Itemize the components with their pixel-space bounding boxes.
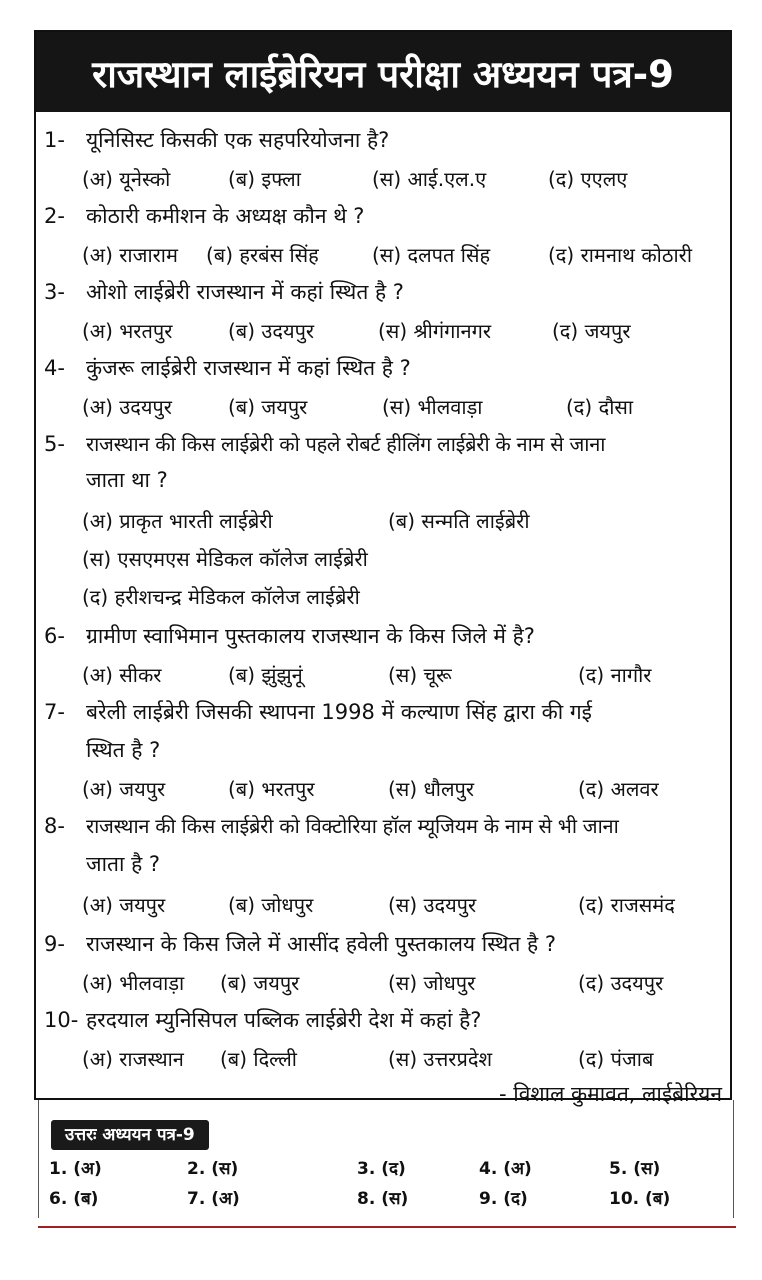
question-9 xyxy=(44,928,724,961)
question-1 xyxy=(44,124,724,157)
option-c: (स) श्रीगंगानगर xyxy=(378,319,492,343)
question-8-line-2 xyxy=(86,848,724,881)
option-c: (स) उदयपुर xyxy=(388,893,477,917)
option-b: (ब) दिल्ली xyxy=(220,1047,297,1071)
options-2 xyxy=(82,238,724,272)
option-b: (ब) भरतपुर xyxy=(228,777,315,801)
options-5-row-1 xyxy=(82,504,724,538)
options-3 xyxy=(82,314,724,348)
option-c: (स) आई.एल.ए xyxy=(372,167,487,191)
option-d: (द) नागौर xyxy=(578,663,652,687)
answer-item: 9. (द) xyxy=(479,1189,528,1209)
option-b: (ब) जयपुर xyxy=(220,971,300,995)
option-d: (द) हरीशचन्द्र मेडिकल कॉलेज लाईब्रेरी xyxy=(82,585,360,609)
question-number: 4- xyxy=(44,356,65,380)
option-c: (स) भीलवाड़ा xyxy=(382,395,483,419)
question-number: 5- xyxy=(44,432,65,456)
option-b: (ब) इफ्ला xyxy=(228,167,301,191)
answer-key-title: उत्तरः अध्ययन पत्र-9 xyxy=(51,1120,209,1150)
question-8 xyxy=(44,810,724,843)
option-b: (ब) उदयपुर xyxy=(228,319,315,343)
question-2 xyxy=(44,200,724,233)
question-6 xyxy=(44,620,724,653)
option-c: (स) दलपत सिंह xyxy=(372,243,491,267)
options-10 xyxy=(82,1042,724,1076)
options-6 xyxy=(82,658,724,692)
question-7 xyxy=(44,696,724,729)
quiz-frame xyxy=(34,30,732,1106)
option-a: (अ) भरतपुर xyxy=(82,319,173,343)
question-5-line-2 xyxy=(86,464,724,497)
question-text: बरेली लाईब्रेरी जिसकी स्थापना 1998 में कल्याण सिंह द्वारा की गई xyxy=(86,700,592,724)
option-d: (द) दौसा xyxy=(566,395,634,419)
option-a: (अ) सीकर xyxy=(82,663,162,687)
answer-item: 6. (ब) xyxy=(49,1189,99,1209)
question-7-line-2 xyxy=(86,734,724,767)
options-5-row-2 xyxy=(82,542,724,576)
answer-item: 2. (स) xyxy=(187,1159,239,1179)
answer-item: 7. (अ) xyxy=(187,1189,240,1209)
question-number: 3- xyxy=(44,280,65,304)
option-a: (अ) भीलवाड़ा xyxy=(82,971,185,995)
answer-row-2 xyxy=(39,1186,733,1214)
option-d: (द) अलवर xyxy=(578,777,659,801)
question-number: 10- xyxy=(44,1008,79,1032)
question-text: यूनिसिस्ट किसकी एक सहपरियोजना है? xyxy=(86,128,390,152)
answer-item: 10. (ब) xyxy=(609,1189,671,1209)
question-number: 1- xyxy=(44,128,65,152)
option-d: (द) एएलए xyxy=(548,167,628,191)
question-text-continued: जाता है ? xyxy=(86,852,161,876)
answer-row-1 xyxy=(39,1156,733,1184)
question-number: 2- xyxy=(44,204,65,228)
question-text: राजस्थान के किस जिले में आसींद हवेली पुस्तकालय स्थित है ? xyxy=(86,932,557,956)
answer-item: 3. (द) xyxy=(357,1159,406,1179)
options-1 xyxy=(82,162,724,196)
option-d: (द) राजसमंद xyxy=(578,893,675,917)
option-a: (अ) जयपुर xyxy=(82,893,166,917)
option-c: (स) उत्तरप्रदेश xyxy=(388,1047,493,1071)
option-c: (स) चूरू xyxy=(388,663,452,687)
option-a: (अ) राजाराम xyxy=(82,243,178,267)
question-text: राजस्थान की किस लाईब्रेरी को पहले रोबर्ट हीलिंग लाईब्रेरी के नाम से जाना xyxy=(86,432,606,456)
question-5 xyxy=(44,428,724,461)
options-9 xyxy=(82,966,724,1000)
option-b: (ब) जयपुर xyxy=(228,395,308,419)
options-4 xyxy=(82,390,724,424)
question-text: ग्रामीण स्वाभिमान पुस्तकालय राजस्थान के किस जिले में है? xyxy=(86,624,535,648)
answer-key xyxy=(38,1100,734,1218)
question-text: राजस्थान की किस लाईब्रेरी को विक्टोरिया हॉल म्यूजियम के नाम से भी जाना xyxy=(86,814,619,838)
question-text-continued: जाता था ? xyxy=(86,468,168,492)
option-a: (अ) उदयपुर xyxy=(82,395,172,419)
question-10 xyxy=(44,1004,724,1037)
option-d: (द) रामनाथ कोठारी xyxy=(548,243,693,267)
options-8 xyxy=(82,888,724,922)
option-d: (द) उदयपुर xyxy=(578,971,664,995)
answer-item: 4. (अ) xyxy=(479,1159,532,1179)
option-a: (अ) जयपुर xyxy=(82,777,166,801)
answer-item: 5. (स) xyxy=(609,1159,661,1179)
option-a: (अ) राजस्थान xyxy=(82,1047,184,1071)
answer-item: 1. (अ) xyxy=(49,1159,102,1179)
question-text: हरदयाल म्युनिसिपल पब्लिक लाईब्रेरी देश में कहां है? xyxy=(86,1008,482,1032)
option-d: (द) जयपुर xyxy=(552,319,631,343)
answer-item: 8. (स) xyxy=(357,1189,409,1209)
question-text-continued: स्थित है ? xyxy=(86,738,161,762)
question-3 xyxy=(44,276,724,309)
options-5-row-3 xyxy=(82,580,724,614)
options-7 xyxy=(82,772,724,806)
option-d: (द) पंजाब xyxy=(578,1047,654,1071)
option-c: (स) एसएमएस मेडिकल कॉलेज लाईब्रेरी xyxy=(82,547,368,571)
question-text: कोठारी कमीशन के अध्यक्ष कौन थे ? xyxy=(86,204,365,228)
option-a: (अ) प्राकृत भारती लाईब्रेरी xyxy=(82,509,273,533)
option-b: (ब) जोधपुर xyxy=(228,893,314,917)
question-number: 9- xyxy=(44,932,65,956)
question-4 xyxy=(44,352,724,385)
question-text: कुंजरू लाईब्रेरी राजस्थान में कहां स्थित है ? xyxy=(86,356,411,380)
question-number: 6- xyxy=(44,624,65,648)
option-b: (ब) हरबंस सिंह xyxy=(206,243,319,267)
question-text: ओशो लाईब्रेरी राजस्थान में कहां स्थित है ? xyxy=(86,280,404,304)
option-c: (स) धौलपुर xyxy=(388,777,475,801)
bottom-divider xyxy=(38,1226,736,1228)
option-b: (ब) झुंझुनूं xyxy=(228,663,303,687)
option-a: (अ) यूनेस्को xyxy=(82,167,171,191)
option-c: (स) जोधपुर xyxy=(388,971,476,995)
page-title: राजस्थान लाईब्रेरियन परीक्षा अध्ययन पत्र-9 xyxy=(36,32,730,112)
option-b: (ब) सन्मति लाईब्रेरी xyxy=(388,509,530,533)
question-number: 7- xyxy=(44,700,65,724)
author-credit: - विशाल कुमावत, लाईब्रेरियन xyxy=(499,1082,722,1106)
question-number: 8- xyxy=(44,814,65,838)
